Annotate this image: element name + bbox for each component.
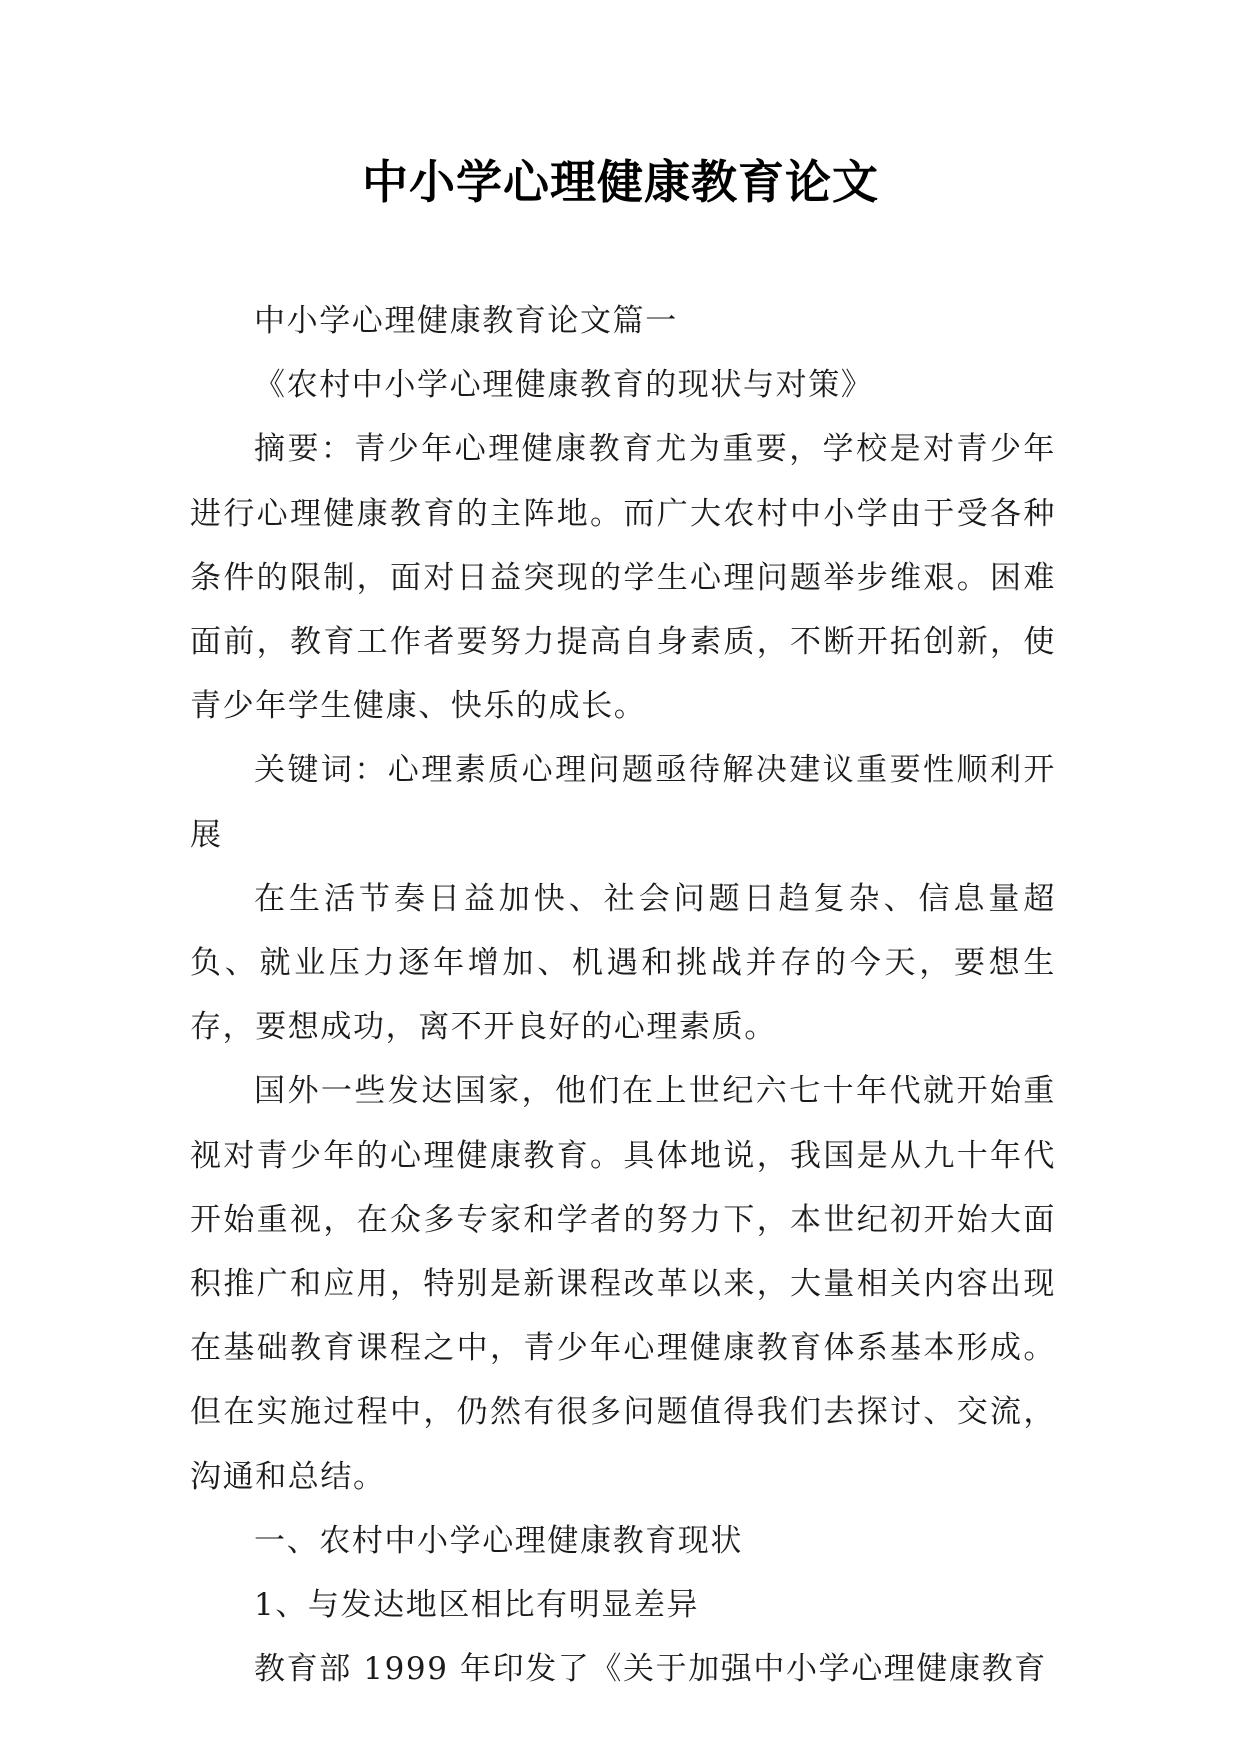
section-heading: 中小学心理健康教育论文篇一 [254, 303, 678, 339]
abstract-paragraph: 摘要：青少年心理健康教育尤为重要，学校是对青少年进行心理健康教育的主阵地。而广大农村中小学由于受各种条件的限制，面对日益突现的学生心理问题举步维艰。困难面前，教育工作者要努力提高自身素质，不断开拓创新，使青少年学生健康、快乐的成长。 [190, 431, 1056, 725]
document-body [190, 289, 1056, 1701]
subsection-heading: 一、农村中小学心理健康教育现状 [254, 1522, 743, 1559]
body-paragraph: 国外一些发达国家，他们在上世纪六七十年代就开始重视对青少年的心理健康教育。具体地说，我国是从九十年代开始重视，在众多专家和学者的努力下，本世纪初开始大面积推广和应用，特别是新课程改革以来，大量相关内容出现在基础教育课程之中，青少年心理健康教育体系基本形成。但在实施过程中，仍然有很多问题值得我们去探讨、交流，沟通和总结。 [190, 1073, 1056, 1495]
keywords-paragraph: 关键词：心理素质心理问题亟待解决建议重要性顺利开展 [190, 752, 1056, 853]
body-paragraph: 在生活节奏日益加快、社会问题日趋复杂、信息量超负、就业压力逐年增加、机遇和挑战并存的今天，要想生存，要想成功，离不开良好的心理素质。 [190, 880, 1056, 1046]
article-title: 《农村中小学心理健康教育的现状与对策》 [254, 367, 874, 404]
body-paragraph: 教育部 1999 年印发了《关于加强中小学心理健康教育 [254, 1651, 1047, 1688]
document-title: 中小学心理健康教育论文 [362, 155, 879, 209]
subsection-heading: 1、与发达地区相比有明显差异 [254, 1587, 700, 1624]
